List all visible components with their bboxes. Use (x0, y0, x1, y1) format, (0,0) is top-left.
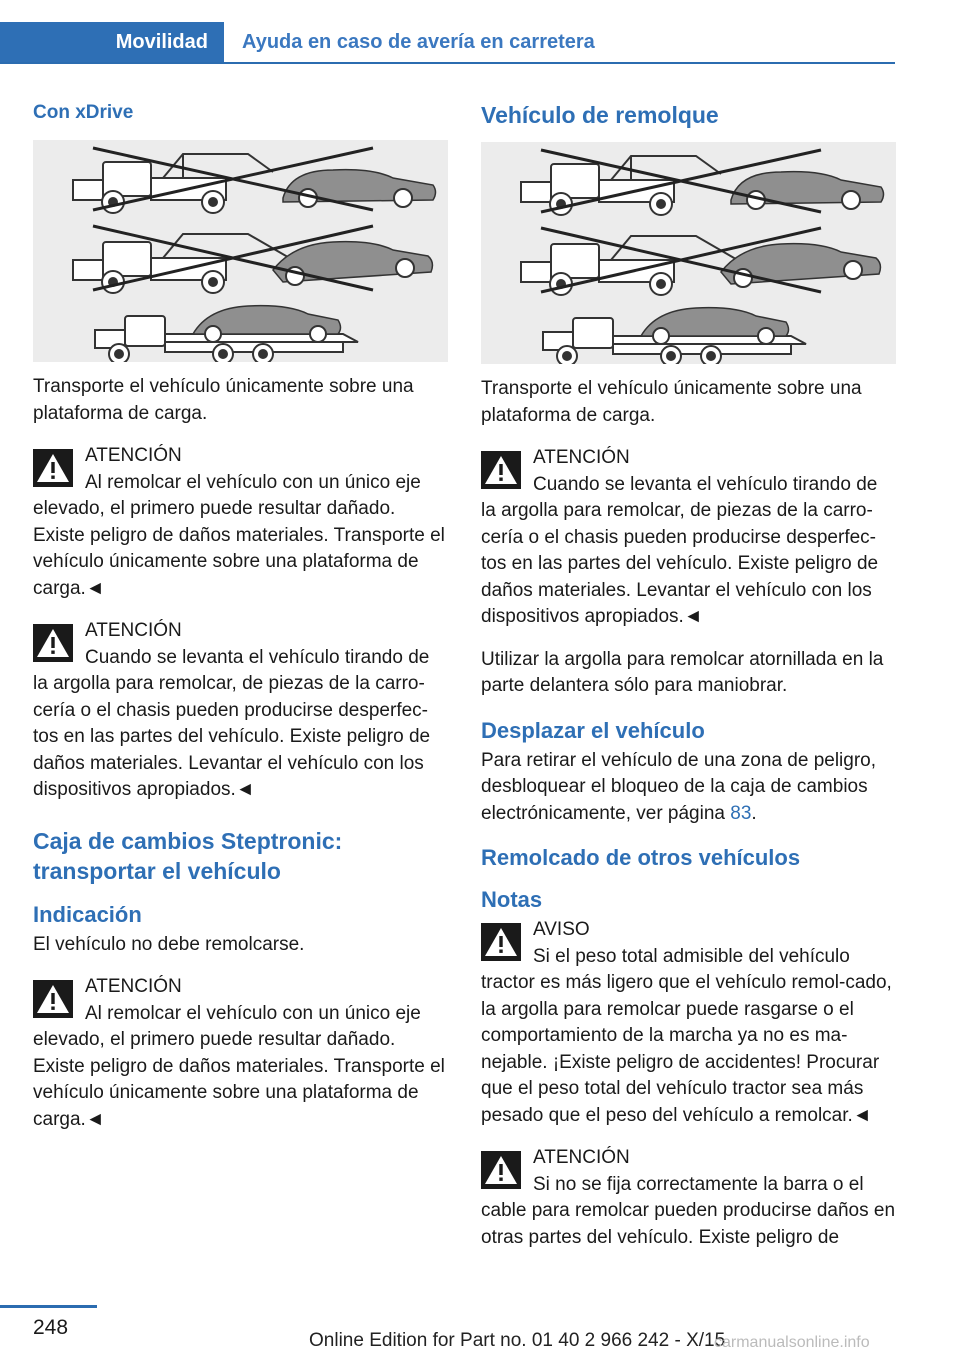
heading-steptronic: Caja de cambios Steptronic: transportar el vehículo (33, 827, 343, 884)
edition-text: Online Edition for Part no. 01 40 2 966 242 - X/15 (309, 1330, 726, 1351)
left-column (33, 100, 448, 1149)
tab-movilidad[interactable]: Movilidad (0, 22, 224, 62)
paragraph-argolla: Utilizar la argolla para remolcar atornillada en la parte delantera sólo para maniobrar. (481, 648, 884, 696)
warning-text: cable para remolcar pueden producirse daños en otras partes del vehículo. Existe peligro de (481, 1200, 896, 1248)
warning-title: ATENCIÓN (85, 976, 182, 997)
warning-block (481, 917, 896, 1129)
warning-first-line: Al remolcar el vehículo con un único eje (85, 1002, 421, 1024)
towing-illustration (33, 140, 448, 362)
warning-first-line: Cuando se levanta el vehículo tirando de (533, 473, 878, 495)
warning-block (33, 974, 448, 1133)
warning-icon (33, 980, 73, 1018)
warning-text: elevado, el primero puede resultar dañado. Existe peligro de daños materiales. Transporte el vehículo únicamente sobre una plataforma de carga.◄ (33, 1029, 445, 1130)
paragraph-end: . (751, 802, 757, 824)
warning-first-line: Cuando se levanta el vehículo tirando de (85, 646, 430, 668)
heading-desplazar: Desplazar el vehículo (481, 717, 705, 743)
paragraph-text: Para retirar el vehículo de una zona de peligro, desbloquear el bloqueo de la caja de cambios electrónicamente, ver página (481, 749, 877, 824)
warning-text: la argolla para remolcar, de piezas de la carro-cería o el chasis pueden producirse desperfec-tos en las partes del vehículo. Existe peligro de daños materiales. Levantar el vehículo con los dispositivos apropiados.◄ (481, 500, 879, 627)
warning-icon (481, 451, 521, 489)
warning-text: tractor es más ligero que el vehículo remol-cado, la argolla para remolcar puede rasgarse o el comportamiento de la marcha ya no es ma-nejable. ¡Existe peligro de accidentes! Procurar que el peso total del vehículo tractor sea más pesado que el peso del vehículo a remolcar.◄ (481, 972, 892, 1126)
warning-icon (481, 923, 521, 961)
warning-title: ATENCIÓN (533, 1147, 630, 1168)
watermark: carmanualsonline.info (714, 1334, 870, 1351)
warning-first-line: Si no se fija correctamente la barra o el (533, 1173, 864, 1195)
warning-first-line: Si el peso total admisible del vehículo (533, 945, 850, 967)
warning-text: la argolla para remolcar, de piezas de la carro-cería o el chasis pueden producirse desperfec-tos en las partes del vehículo. Existe peligro de daños materiales. Levantar el vehículo con los dispositivos apropiados.◄ (33, 673, 431, 800)
warning-title: ATENCIÓN (85, 620, 182, 641)
header-bar (0, 22, 895, 64)
towing-illustration (481, 142, 896, 364)
heading-indicacion: Indicación (33, 901, 142, 927)
warning-first-line: Al remolcar el vehículo con un único eje (85, 471, 421, 493)
tab-section-title[interactable]: Ayuda en caso de avería en carretera (242, 30, 595, 53)
page-link[interactable]: 83 (730, 802, 752, 824)
warning-title: AVISO (533, 919, 590, 940)
heading-remolcado: Remolcado de otros vehículos (481, 845, 801, 870)
heading-notas: Notas (481, 887, 543, 912)
figure-caption: Transporte el vehículo únicamente sobre una plataforma de carga. (33, 376, 414, 424)
warning-title: ATENCIÓN (85, 445, 182, 466)
warning-block (481, 1145, 896, 1251)
indication-text: El vehículo no debe remolcarse. (33, 933, 305, 955)
warning-icon (481, 1151, 521, 1189)
heading-con-xdrive: Con xDrive (33, 102, 134, 123)
warning-icon (33, 624, 73, 662)
paragraph-desplazar (481, 748, 896, 828)
right-column (481, 100, 896, 1267)
footer-rule (0, 1305, 97, 1308)
warning-title: ATENCIÓN (533, 447, 630, 468)
warning-icon (33, 449, 73, 487)
warning-text: elevado, el primero puede resultar dañado. Existe peligro de daños materiales. Transporte el vehículo únicamente sobre una plataforma de carga.◄ (33, 498, 445, 599)
figure-caption: Transporte el vehículo únicamente sobre una plataforma de carga. (481, 378, 862, 426)
warning-block (33, 618, 448, 804)
warning-block (33, 443, 448, 602)
warning-block (481, 445, 896, 631)
heading-vehiculo-de-remolque: Vehículo de remolque (481, 102, 719, 128)
page-number: 248 (33, 1316, 69, 1339)
